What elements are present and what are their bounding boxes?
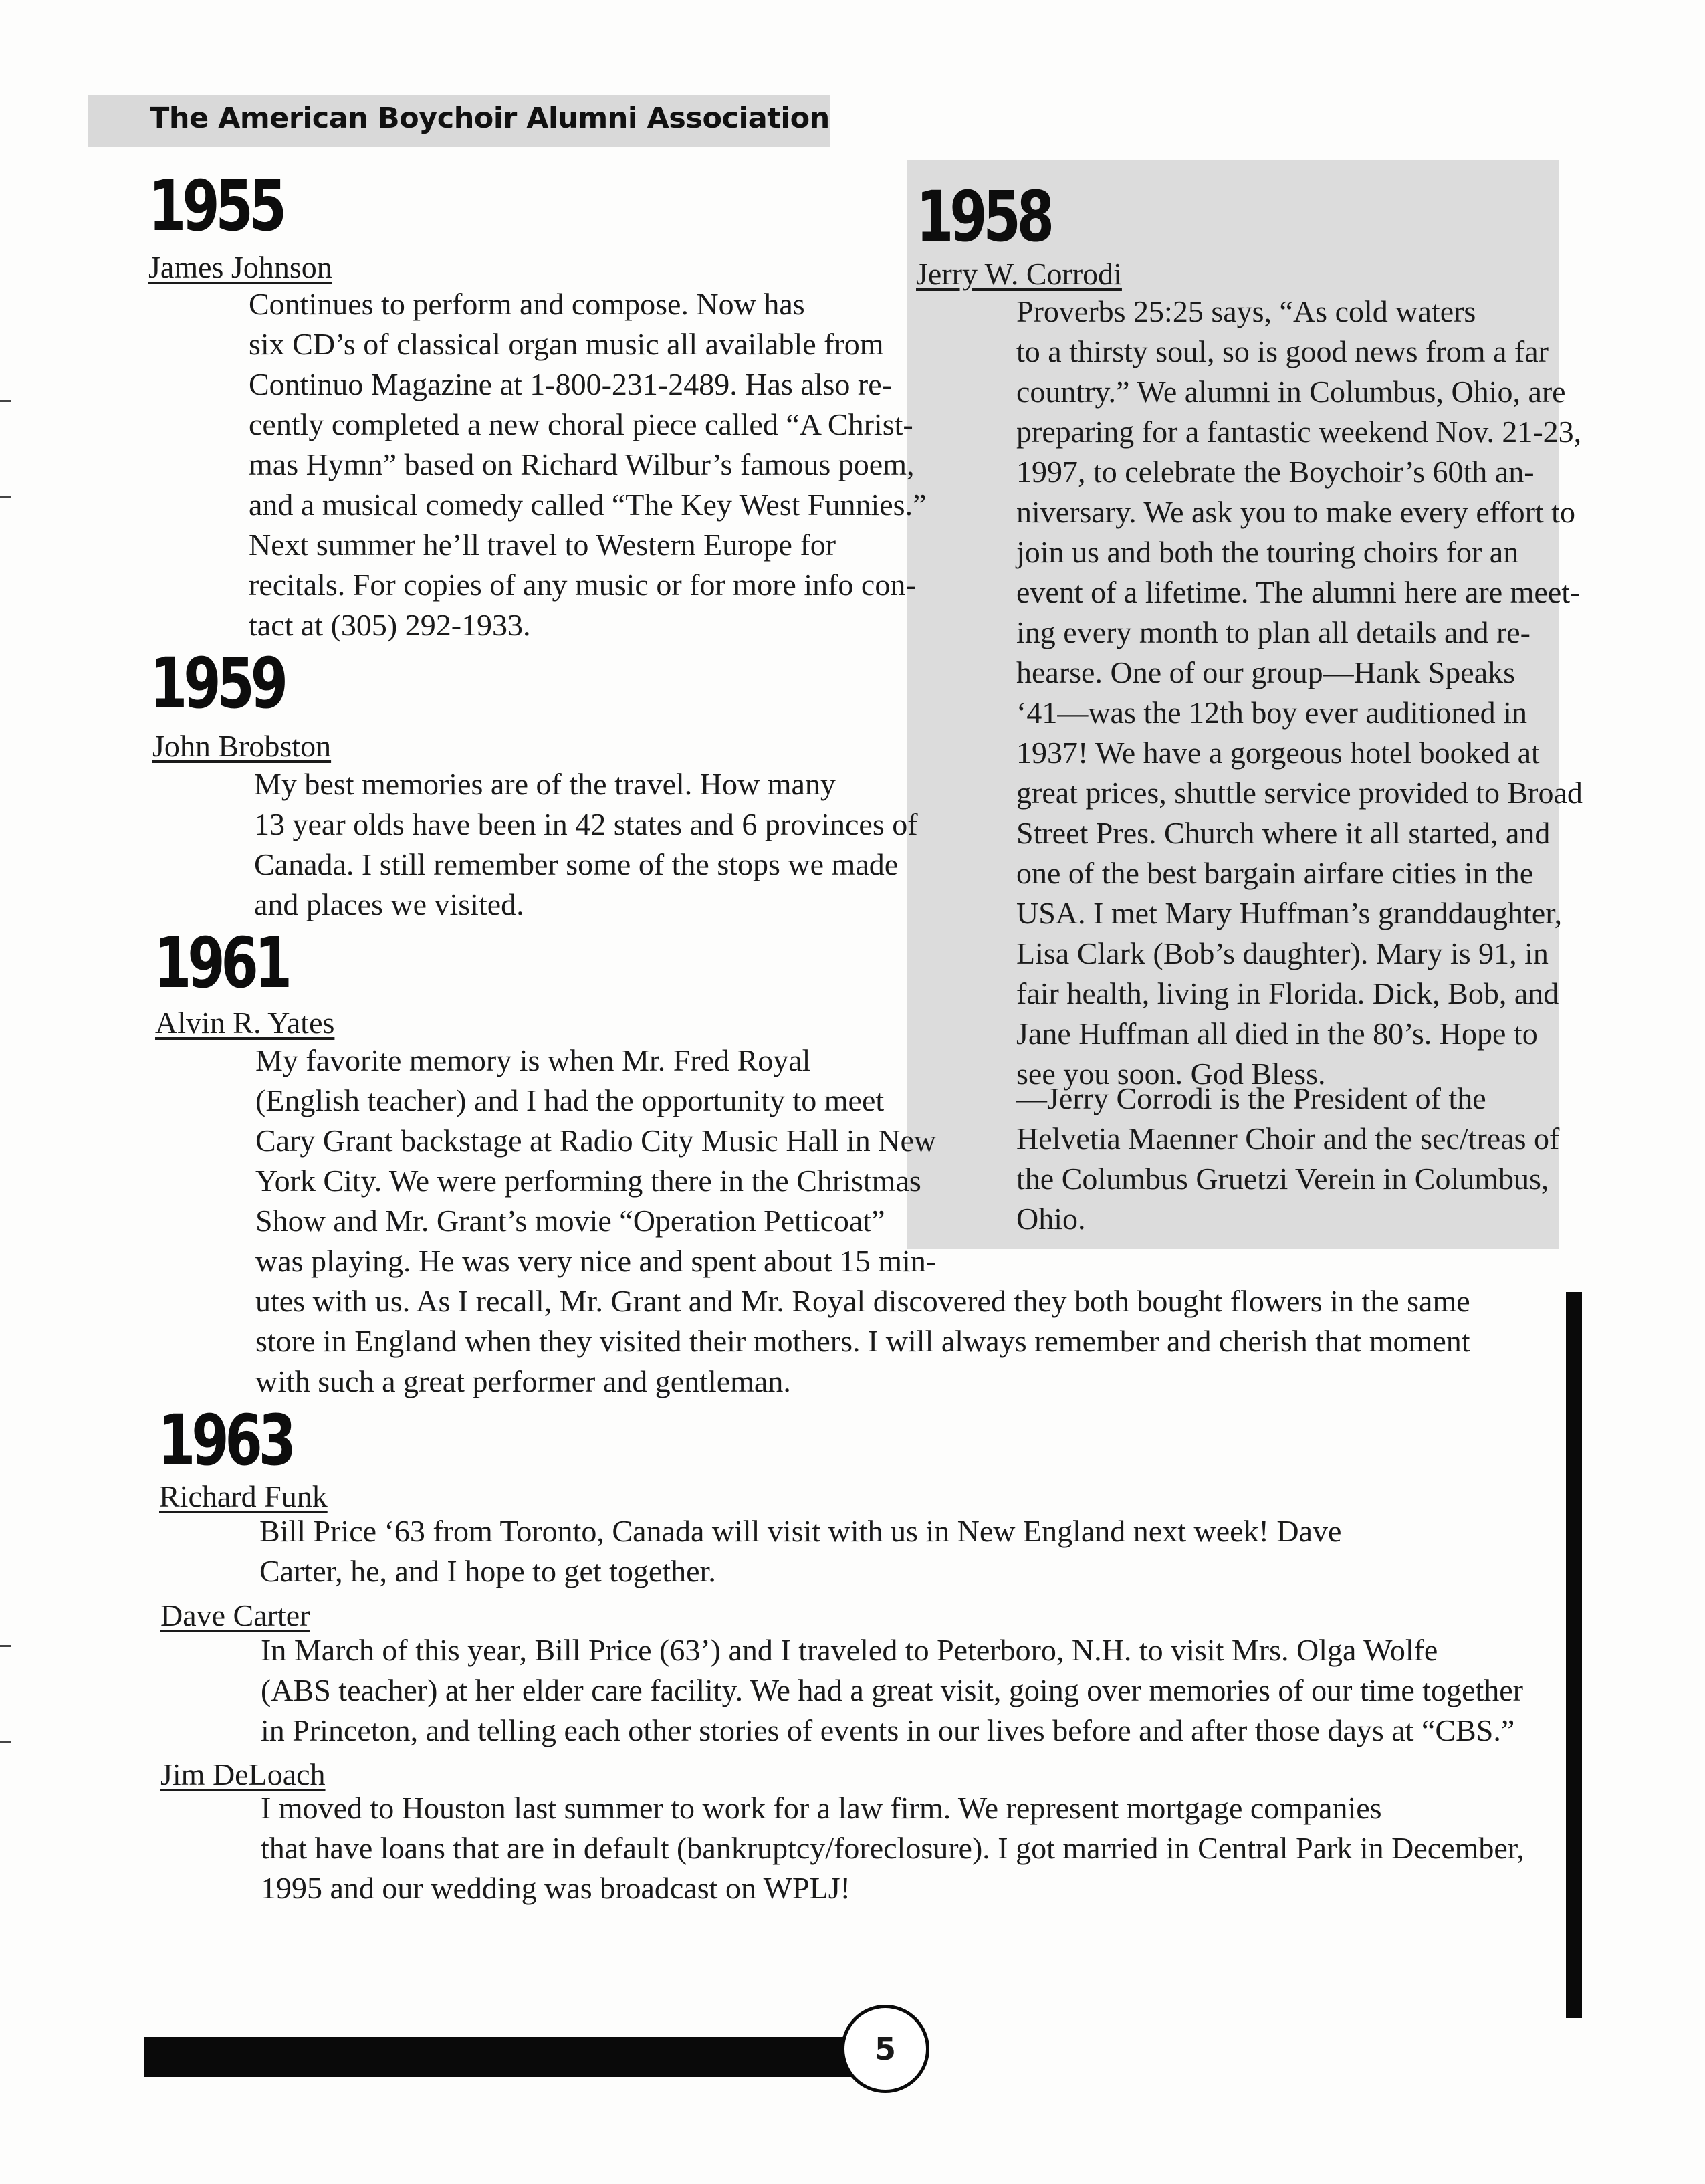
footer-bar: [144, 2037, 856, 2077]
entry-name-alvin-yates: Alvin R. Yates: [155, 1006, 335, 1040]
entry-name-richard-funk: Richard Funk: [159, 1479, 328, 1513]
entry-text-alvin-yates: My favorite memory is when Mr. Fred Royal (English teacher) and I had the opportunity to meet Cary Grant backstage at Radio City Music Hall in New York City. We were performing there in the Christmas Show and Mr. Grant’s movie “Operation Petticoat” was playing. He was very nice and spent about 15 min- utes with us. As I recall, Mr. Grant and Mr. Royal discovered they both bought flowers in the same store in England when they visited their mothers. I will always remember and cherish that moment with such a great performer and gentleman.: [255, 1043, 1470, 1398]
scan-edge-mark: [0, 400, 11, 402]
entry-name-dave-carter: Dave Carter: [160, 1598, 310, 1632]
year-heading-1961: 1961: [154, 922, 288, 1004]
entry-name-james-johnson: James Johnson: [148, 250, 332, 284]
page-number-badge: [841, 2005, 929, 2093]
header-title: The American Boychoir Alumni Association: [150, 102, 830, 135]
year-heading-1958: 1958: [916, 176, 1050, 257]
scan-edge-mark: [0, 1741, 11, 1743]
entry-name-jerry-corrodi: Jerry W. Corrodi: [916, 257, 1122, 291]
scan-edge-mark: [0, 1645, 11, 1647]
entry-text-jerry-corrodi: Proverbs 25:25 says, “As cold waters to a thirsty soul, so is good news from a far country.” We alumni in Columbus, Ohio, are preparing for a fantastic weekend Nov. 21-23, 1997, to celebrate the Boychoir’s 60th an- niversary. We ask you to make every effort to join us and both the touring choirs for an event of a lifetime. The alumni here are meet- ing every month to plan all details and re- hearse. One of our group—Hank Speaks ‘41—was the 12th boy ever auditioned in 1937! We have a gorgeous hotel booked at great prices, shuttle service provided to Broad Street Pres. Church where it all started, and one of the best bargain airfare cities in the USA. I met Mary Huffman’s granddaughter, Lisa Clark (Bob’s daughter). Mary is 91, in fair health, living in Florida. Dick, Bob, and Jane Huffman all died in the 80’s. Hope to see you soon. God Bless.: [1016, 294, 1583, 1091]
scan-edge-mark: [0, 496, 11, 498]
entry-name-jim-deloach: Jim DeLoach: [160, 1757, 326, 1791]
year-heading-1963: 1963: [158, 1400, 292, 1481]
page-number: 5: [874, 2031, 896, 2067]
author-note-jerry-corrodi: —Jerry Corrodi is the President of the Helvetia Maenner Choir and the sec/treas of the Columbus Gruetzi Verein in Columbus, Ohio.: [1016, 1081, 1560, 1236]
entry-text-john-brobston: My best memories are of the travel. How many 13 year olds have been in 42 states and 6 provinces of Canada. I still remember some of the stops we made and places we visited.: [254, 767, 918, 921]
right-vertical-rule: [1566, 1292, 1582, 2018]
entry-text-james-johnson: Continues to perform and compose. Now has six CD’s of classical organ music all available from Continuo Magazine at 1-800-231-2489. Has also re- cently completed a new choral piece called “A Christ- mas Hymn” based on Richard Wilbur’s famous poem, and a musical comedy called “The Key West Funnies.” Next summer he’ll travel to Western Europe for recitals. For copies of any music or for more info con- tact at (305) 292-1933.: [249, 287, 927, 642]
entry-text-richard-funk: Bill Price ‘63 from Toronto, Canada will visit with us in New England next week! Dave Carter, he, and I hope to get together.: [259, 1514, 1342, 1588]
entry-text-dave-carter: In March of this year, Bill Price (63’) and I traveled to Peterboro, N.H. to visit Mrs. Olga Wolfe (ABS teacher) at her elder care facility. We had a great visit, going over memories of our time together in Princeton, and telling each other stories of events in our lives before and after those days at “CBS.”: [261, 1633, 1523, 1747]
entry-text-jim-deloach: I moved to Houston last summer to work for a law firm. We represent mortgage companies that have loans that are in default (bankruptcy/foreclosure). I got married in Central Park in December, 1995 and our wedding was broadcast on WPLJ!: [261, 1791, 1524, 1905]
year-heading-1959: 1959: [150, 643, 284, 724]
year-heading-1955: 1955: [148, 165, 283, 247]
entry-name-john-brobston: John Brobston: [152, 729, 332, 763]
